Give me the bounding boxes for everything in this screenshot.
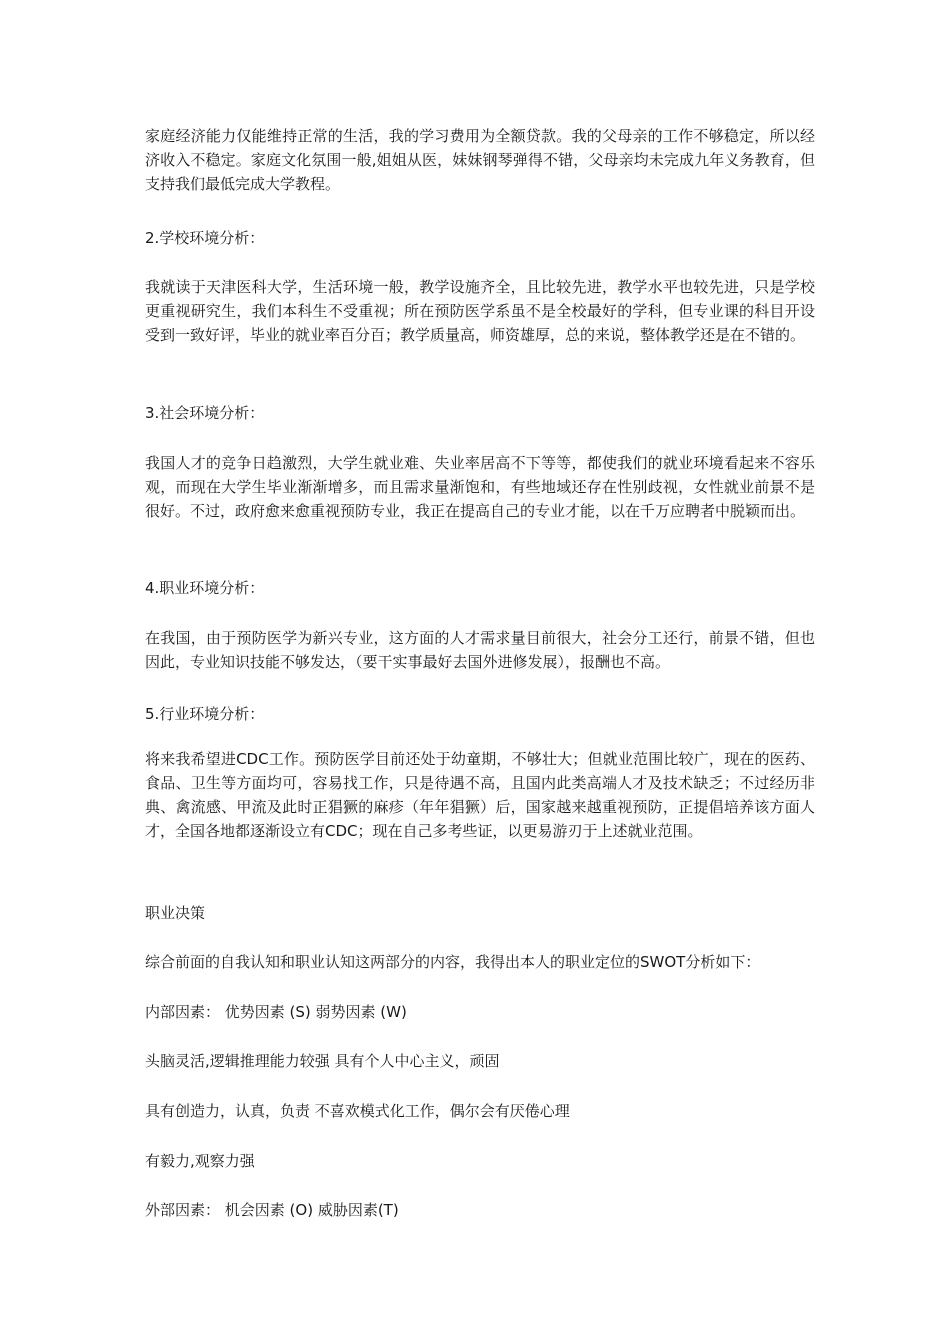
swot-row-2: 具有创造力，认真，负责 不喜欢模式化工作，偶尔会有厌倦心理 [145, 1102, 570, 1120]
paragraph-industry-environment: 将来我希望进CDC工作。预防医学目前还处于幼童期，不够壮大；但就业范围比较广，现在的医药、食品、卫生等方面均可，容易找工作，只是待遇不高，且国内此类高端人才及技术缺乏；不过经历非典、禽流感、甲流及此时正猖獗的麻疹（年年猖獗）后，国家越来越重视预防，正提倡培养该方面人才，全国各地都逐渐设立有CDC；现在自己多考些证，以更易游刃于上述就业范围。 [145, 750, 815, 840]
heading-career-environment: 4.职业环境分析： [145, 579, 265, 597]
swot-internal-factors: 内部因素： 优势因素 (S) 弱势因素 (W) [145, 1003, 407, 1021]
heading-industry-environment: 5.行业环境分析： [145, 705, 265, 723]
paragraph-school-environment: 我就读于天津医科大学，生活环境一般，教学设施齐全，且比较先进，教学水平也较先进，只是学校更重视研究生，我们本科生不受重视；所在预防医学系虽不是全校最好的学科，但专业课的科目开设受到一致好评，毕业的就业率百分百；教学质量高，师资雄厚，总的来说，整体教学还是在不错的。 [145, 278, 815, 344]
swot-row-3: 有毅力,观察力强 [145, 1152, 255, 1170]
paragraph-career-environment: 在我国，由于预防医学为新兴专业，这方面的人才需求量目前很大，社会分工还行，前景不错，但也因此，专业知识技能不够发达，（要干实事最好去国外进修发展），报酬也不高。 [145, 629, 815, 671]
swot-external-factors: 外部因素： 机会因素 (O) 威胁因素(T) [145, 1201, 399, 1219]
heading-school-environment: 2.学校环境分析： [145, 229, 265, 247]
heading-social-environment: 3.社会环境分析： [145, 404, 265, 422]
paragraph-social-environment: 我国人才的竞争日趋激烈，大学生就业难、失业率居高不下等等，都使我们的就业环境看起来不容乐观，而现在大学生毕业渐渐增多，而且需求量渐饱和，有些地域还存在性别歧视，女性就业前景不是很好。不过，政府愈来愈重视预防专业，我正在提高自己的专业才能，以在千万应聘者中脱颖而出。 [145, 454, 815, 520]
paragraph-family-environment: 家庭经济能力仅能维持正常的生活，我的学习费用为全额贷款。我的父母亲的工作不够稳定，所以经济收入不稳定。家庭文化氛围一般,姐姐从医，妹妹钢琴弹得不错，父母亲均未完成九年义务教育，但支持我们最低完成大学教程。 [145, 127, 815, 193]
swot-row-1: 头脑灵活,逻辑推理能力较强 具有个人中心主义，顽固 [145, 1052, 500, 1070]
paragraph-swot-intro: 综合前面的自我认知和职业认知这两部分的内容，我得出本人的职业定位的SWOT分析如下： [145, 953, 761, 971]
heading-career-decision: 职业决策 [145, 904, 206, 922]
